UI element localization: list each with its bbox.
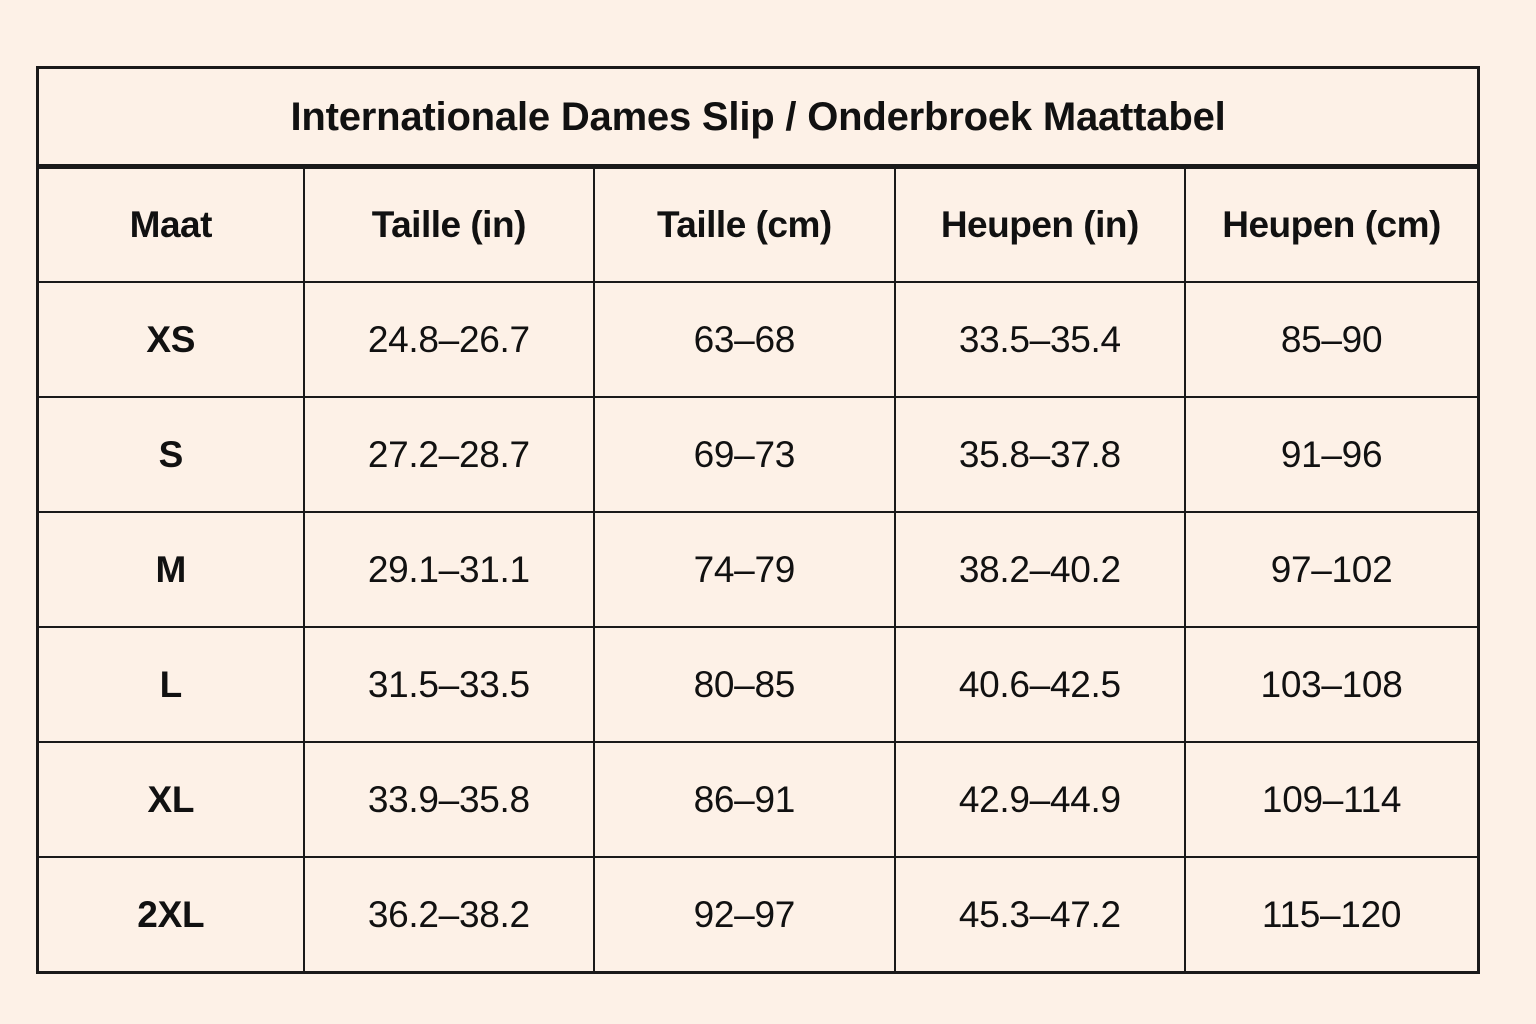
cell-waist-in: 33.9–35.8 [304,742,594,857]
cell-size: XL [39,742,304,857]
cell-hips-cm: 91–96 [1185,397,1477,512]
cell-hips-in: 42.9–44.9 [895,742,1185,857]
cell-waist-in: 27.2–28.7 [304,397,594,512]
cell-waist-cm: 74–79 [594,512,895,627]
cell-hips-cm: 97–102 [1185,512,1477,627]
cell-waist-in: 29.1–31.1 [304,512,594,627]
column-header-maat: Maat [39,168,304,282]
column-header-taille-cm: Taille (cm) [594,168,895,282]
column-header-taille-in: Taille (in) [304,168,594,282]
cell-hips-in: 45.3–47.2 [895,857,1185,971]
cell-hips-in: 35.8–37.8 [895,397,1185,512]
cell-waist-cm: 92–97 [594,857,895,971]
cell-waist-in: 31.5–33.5 [304,627,594,742]
table-row [39,742,1477,857]
table-header-row [39,168,1477,282]
table-row [39,627,1477,742]
cell-hips-in: 40.6–42.5 [895,627,1185,742]
cell-waist-cm: 86–91 [594,742,895,857]
cell-hips-in: 33.5–35.4 [895,282,1185,397]
cell-size: S [39,397,304,512]
cell-waist-cm: 80–85 [594,627,895,742]
table-body [39,282,1477,971]
table-row [39,282,1477,397]
cell-size: 2XL [39,857,304,971]
cell-waist-cm: 63–68 [594,282,895,397]
cell-waist-in: 36.2–38.2 [304,857,594,971]
cell-hips-cm: 103–108 [1185,627,1477,742]
size-chart-table [39,69,1477,971]
cell-hips-cm: 115–120 [1185,857,1477,971]
cell-size: L [39,627,304,742]
cell-hips-cm: 109–114 [1185,742,1477,857]
column-header-heupen-cm: Heupen (cm) [1185,168,1477,282]
cell-size: XS [39,282,304,397]
cell-size: M [39,512,304,627]
cell-hips-cm: 85–90 [1185,282,1477,397]
column-header-heupen-in: Heupen (in) [895,168,1185,282]
table-row [39,397,1477,512]
table-header [39,168,1477,282]
table-row [39,512,1477,627]
cell-waist-cm: 69–73 [594,397,895,512]
table-row [39,857,1477,971]
cell-waist-in: 24.8–26.7 [304,282,594,397]
cell-hips-in: 38.2–40.2 [895,512,1185,627]
page-title: Internationale Dames Slip / Onderbroek Maattabel [39,69,1477,167]
size-chart-container [36,66,1480,974]
